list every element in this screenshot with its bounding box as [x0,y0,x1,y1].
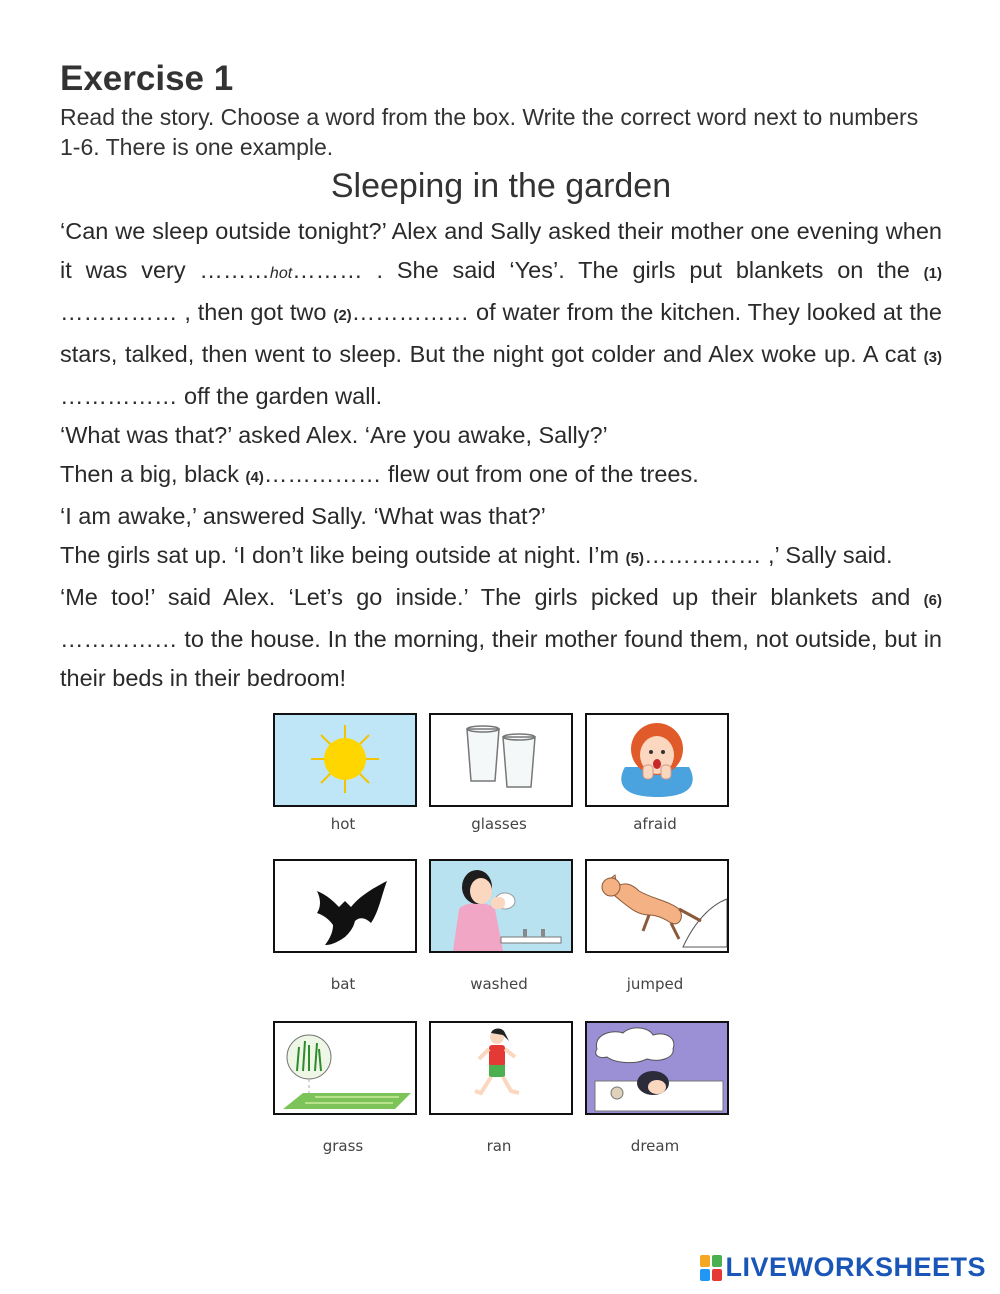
story-paragraph-3 [60,455,942,497]
instructions: Read the story. Choose a word from the box. Write the correct word next to numbers 1-6. There is one example. [60,104,919,160]
text: Then a big, black [60,461,246,487]
text: ‘Can we sleep outside tonight?’ Alex and Sally asked their mother one evening when it was very ……… [60,218,942,283]
word-afraid: afraid [633,815,677,833]
text: ,’ Sally said. [761,542,893,568]
grass-picture [273,1021,417,1115]
story-paragraph-2: ‘What was that?’ asked Alex. ‘Are you awake, Sally?’ [60,422,608,448]
text: of water from the kitchen. They looked at the stars, talked, then went to sleep. But the night got colder and Alex woke up. A cat [60,299,942,367]
word-glasses: glasses [471,815,527,833]
sun-icon [324,738,366,780]
story-title: Sleeping in the garden [330,167,672,205]
word-dream: dream [630,1137,680,1155]
text: ‘Me too!’ said Alex. ‘Let’s go inside.’ The girls picked up their blankets and [60,584,924,610]
logo-mark-icon [700,1255,722,1281]
gap-number-3: (3) [923,349,942,366]
hot-picture [273,713,417,807]
word-bat: bat [330,975,356,993]
gap-number-2: (2) [333,307,352,324]
logo-mark-tile [712,1269,722,1281]
answer-blank-3[interactable]: …………… [60,383,178,409]
word-grass: grass [322,1137,364,1155]
text: The girls sat up. ‘I don’t like being outside at night. I’m [60,542,626,568]
jumped-picture [585,859,729,953]
logo-mark-tile [712,1255,722,1267]
logo-mark-tile [700,1269,710,1281]
gap-number-6: (6) [923,592,942,609]
text: off the garden wall. [177,383,383,409]
logo-mark-tile [700,1255,710,1267]
text: to the house. In the morning, their mother found them, not outside, but in their beds in their bedroom! [60,626,942,691]
bat-icon [317,881,387,945]
answer-blank-5[interactable]: …………… [643,542,762,568]
gap-number-5: (5) [625,550,644,567]
text: , then got two [177,299,334,325]
word-ran: ran [486,1137,512,1155]
exercise-heading: Exercise 1 [60,59,234,98]
worksheet-page [60,58,942,698]
text: ……… . She said ‘Yes’. The girls put blankets on the [292,257,924,283]
word-jumped: jumped [626,975,684,993]
story-paragraph-1 [60,212,942,416]
example-answer: hot [269,265,293,282]
answer-blank-4[interactable]: …………… [263,461,382,487]
gap-number-4: (4) [245,469,264,486]
story-paragraph-4: ‘I am awake,’ answered Sally. ‘What was that?’ [60,503,546,529]
glasses-picture [429,713,573,807]
answer-blank-1[interactable]: …………… [60,299,178,325]
ran-picture [429,1021,573,1115]
gap-number-1: (1) [923,265,942,282]
word-hot: hot [330,815,356,833]
dream-picture [585,1021,729,1115]
story-paragraph-6 [60,578,942,698]
afraid-picture [585,713,729,807]
brand-name: LIVEWORKSHEETS [725,1252,986,1282]
washed-picture [429,859,573,953]
text: flew out from one of the trees. [381,461,699,487]
bat-picture [273,859,417,953]
story-paragraph-5 [60,536,942,578]
liveworksheets-logo [700,1252,986,1283]
answer-blank-6[interactable]: …………… [60,626,178,652]
word-washed: washed [470,975,528,993]
answer-blank-2[interactable]: …………… [351,299,470,325]
